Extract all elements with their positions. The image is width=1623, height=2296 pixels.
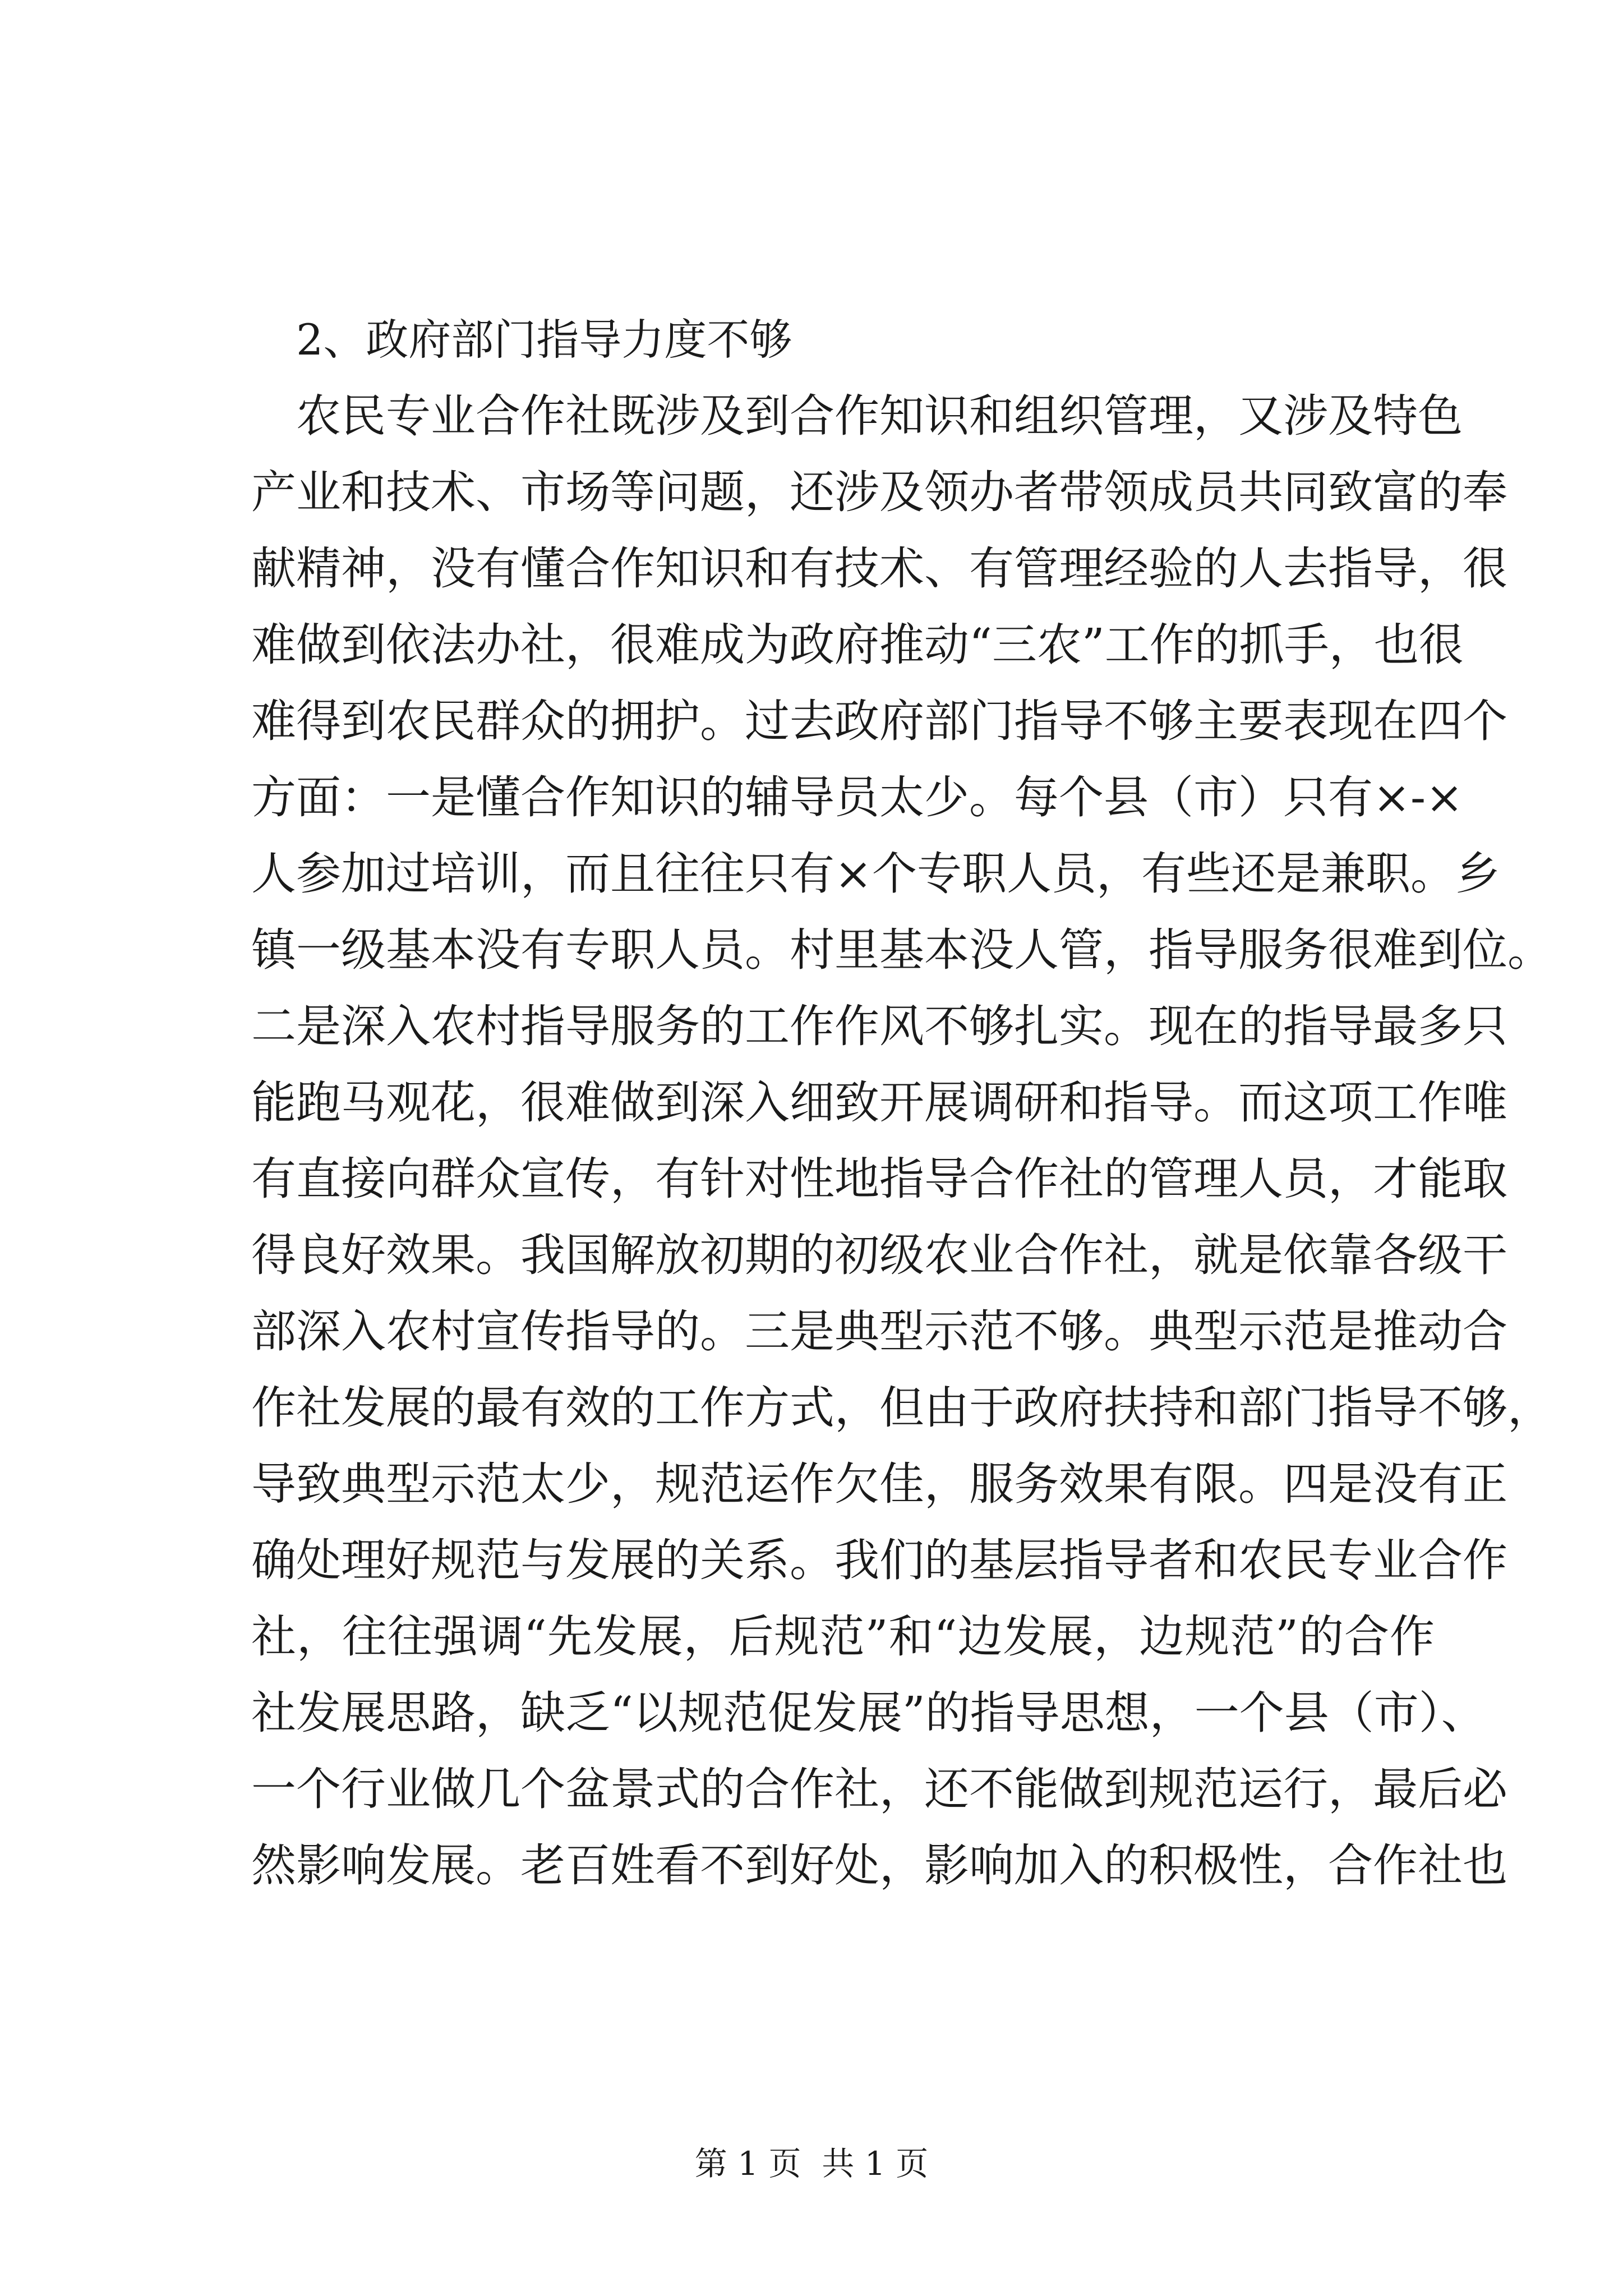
paragraph-line: 导致典型示范太少，规范运作欠佳，服务效果有限。四是没有正	[251, 1458, 1507, 1510]
paragraph-line: 二是深入农村指导服务的工作作风不够扎实。现在的指导最多只	[251, 1000, 1507, 1052]
paragraph-line: 确处理好规范与发展的关系。我们的基层指导者和农民专业合作	[251, 1534, 1507, 1586]
paragraph-line: 人参加过培训，而且往往只有×个专职人员，有些还是兼职。乡	[251, 848, 1501, 900]
paragraph-line: 社发展思路，缺乏“以规范促发展”的指导思想，一个县（市）、	[251, 1687, 1486, 1739]
paragraph-line: 然影响发展。老百姓看不到好处，影响加入的积极性，合作社也	[251, 1839, 1507, 1892]
paragraph-line: 献精神，没有懂合作知识和有技术、有管理经验的人去指导，很	[251, 542, 1507, 595]
paragraph-line: 部深入农村宣传指导的。三是典型示范不够。典型示范是推动合	[251, 1305, 1507, 1358]
paragraph-line: 一个行业做几个盆景式的合作社，还不能做到规范运行，最后必	[251, 1763, 1507, 1815]
paragraph-line: 得良好效果。我国解放初期的初级农业合作社，就是依靠各级干	[251, 1229, 1507, 1281]
section-heading: 2、政府部门指导力度不够	[296, 315, 792, 365]
paragraph-line: 有直接向群众宣传，有针对性地指导合作社的管理人员，才能取	[251, 1153, 1507, 1205]
paragraph-line: 难得到农民群众的拥护。过去政府部门指导不够主要表现在四个	[251, 695, 1507, 747]
paragraph-line: 镇一级基本没有专职人员。村里基本没人管，指导服务很难到位。	[251, 924, 1552, 976]
paragraph-line: 社，往往强调“先发展，后规范”和“边发展，边规范”的合作	[251, 1611, 1435, 1663]
body-paragraph	[251, 378, 1552, 1904]
paragraph-line: 方面：一是懂合作知识的辅导员太少。每个县（市）只有×-×	[251, 771, 1464, 823]
page-footer: 第 1 页 共 1 页	[694, 2145, 929, 2183]
paragraph-line: 能跑马观花，很难做到深入细致开展调研和指导。而这项工作唯	[251, 1076, 1507, 1129]
paragraph-line: 产业和技术、市场等问题，还涉及领办者带领成员共同致富的奉	[251, 466, 1507, 518]
paragraph-line: 农民专业合作社既涉及到合作知识和组织管理，又涉及特色	[296, 390, 1463, 442]
document-body	[251, 302, 1552, 1904]
paragraph-line: 作社发展的最有效的工作方式，但由于政府扶持和部门指导不够，	[251, 1382, 1552, 1434]
paragraph-line: 难做到依法办社，很难成为政府推动“三农”工作的抓手，也很	[251, 619, 1464, 671]
